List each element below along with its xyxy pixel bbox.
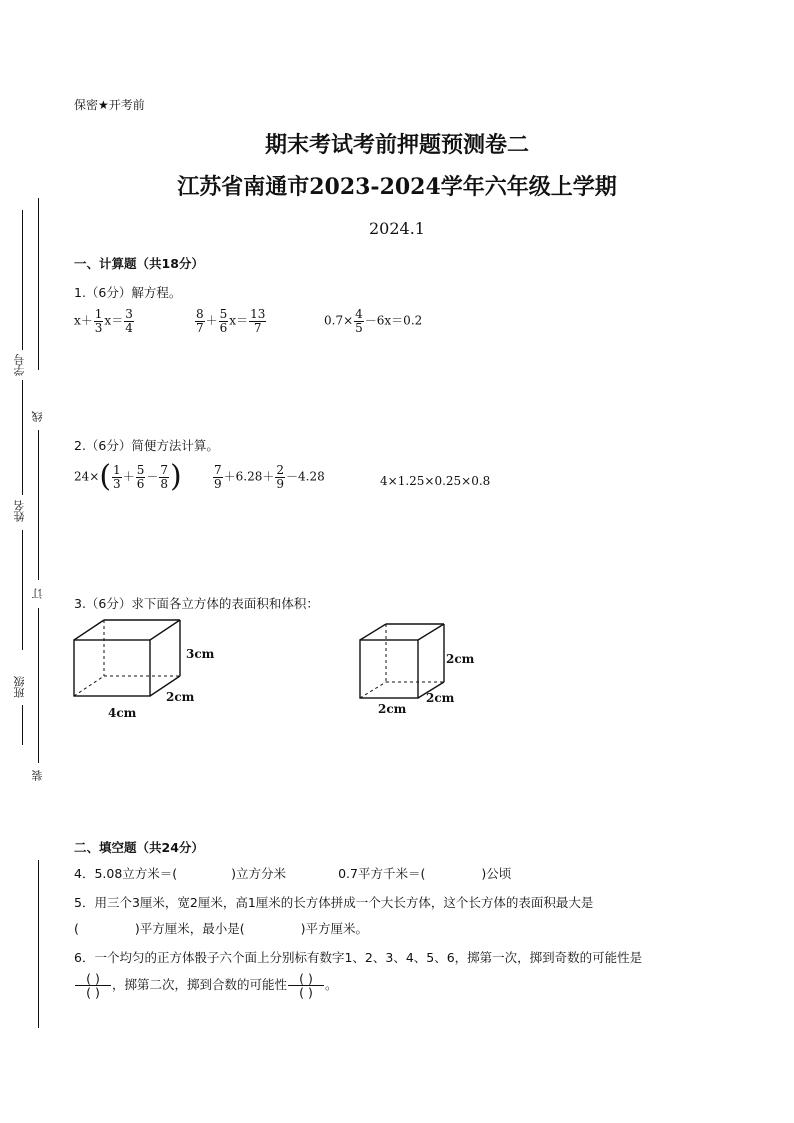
q6-answer-fraction-2[interactable]: $\frac{( )}{( )}$ <box>288 972 324 999</box>
margin-line-char: 线 <box>31 411 44 422</box>
q6-answer-fraction-1[interactable]: $\frac{( )}{( )}$ <box>75 972 111 999</box>
section2-heading: 二、填空题（共24分） <box>74 840 204 855</box>
q2-expression-2: $\frac{7}{9}$ ＋6.28＋ $\frac{2}{9}$ －4.28 <box>214 463 325 491</box>
margin-line-short-4 <box>22 705 23 745</box>
margin-student-no: 学号 <box>13 354 26 376</box>
margin-name: 姓名 <box>13 500 26 522</box>
q4-line: 4．5.08立方米＝( )立方分米 0.7平方千米＝( )公顷 <box>74 866 512 881</box>
margin-line-2 <box>38 430 39 580</box>
exam-date: 2024.1 <box>369 219 425 238</box>
cuboid-height-label: 3cm <box>186 647 215 661</box>
page-title: 期末考试考前押题预测卷二 <box>264 132 529 158</box>
q5-line-2: ( )平方厘米，最小是( )平方厘米。 <box>74 921 369 936</box>
section1-heading: 一、计算题（共18分） <box>74 256 204 271</box>
margin-class: 班级 <box>13 676 26 698</box>
cube-height-label: 2cm <box>446 652 475 666</box>
cube-depth-label: 2cm <box>426 691 455 705</box>
margin-line-4 <box>38 860 39 1028</box>
margin-line-short-2 <box>22 380 23 495</box>
q1-equation-2: $\frac{8}{7}$ ＋ $\frac{5}{6}$ x＝ $\frac{13}{7}$ <box>196 307 266 335</box>
margin-bind: 订 <box>31 588 44 599</box>
confidential-label: 保密★开考前 <box>74 98 145 112</box>
margin-line-3 <box>38 608 39 763</box>
q2-expression-3: 4×1.25×0.25×0.8 <box>380 474 491 488</box>
margin-seal: 装 <box>31 770 44 781</box>
q1-label: 1.（6分）解方程。 <box>74 285 182 300</box>
q2-expression-1: 24×( $\frac{1}{3}$ ＋ $\frac{5}{6}$ － $\frac{7}{8}$ ) <box>74 459 182 494</box>
q3-label: 3.（6分）求下面各立方体的表面积和体积： <box>74 596 319 611</box>
q6-line-1: 6．一个均匀的正方体骰子六个面上分别标有数字1、2、3、4、5、6，掷第一次，掷到奇数的可能性是 <box>74 950 643 965</box>
cube-length-label: 2cm <box>378 702 407 716</box>
q1-equation-3: 0.7× $\frac{4}{5}$ －6x＝0.2 <box>324 307 423 335</box>
q5-line-1: 5．用三个3厘米，宽2厘米，高1厘米的长方体拼成一个大长方体，这个长方体的表面积最大是 <box>74 895 594 910</box>
cuboid-figure <box>70 616 250 726</box>
margin-line-short-3 <box>22 530 23 650</box>
cuboid-length-label: 4cm <box>108 706 137 720</box>
q2-label: 2.（6分）简便方法计算。 <box>74 438 219 453</box>
q6-line-2: $\frac{( )}{( )}$ ，掷第二次，掷到合数的可能性 $\frac{( )}{( )}$ 。 <box>74 972 338 999</box>
cuboid-depth-label: 2cm <box>166 690 195 704</box>
page-subtitle: 江苏省南通市2023-2024学年六年级上学期 <box>177 174 617 200</box>
q1-equation-1: x＋ $\frac{1}{3}$ x＝ $\frac{3}{4}$ <box>74 307 133 335</box>
